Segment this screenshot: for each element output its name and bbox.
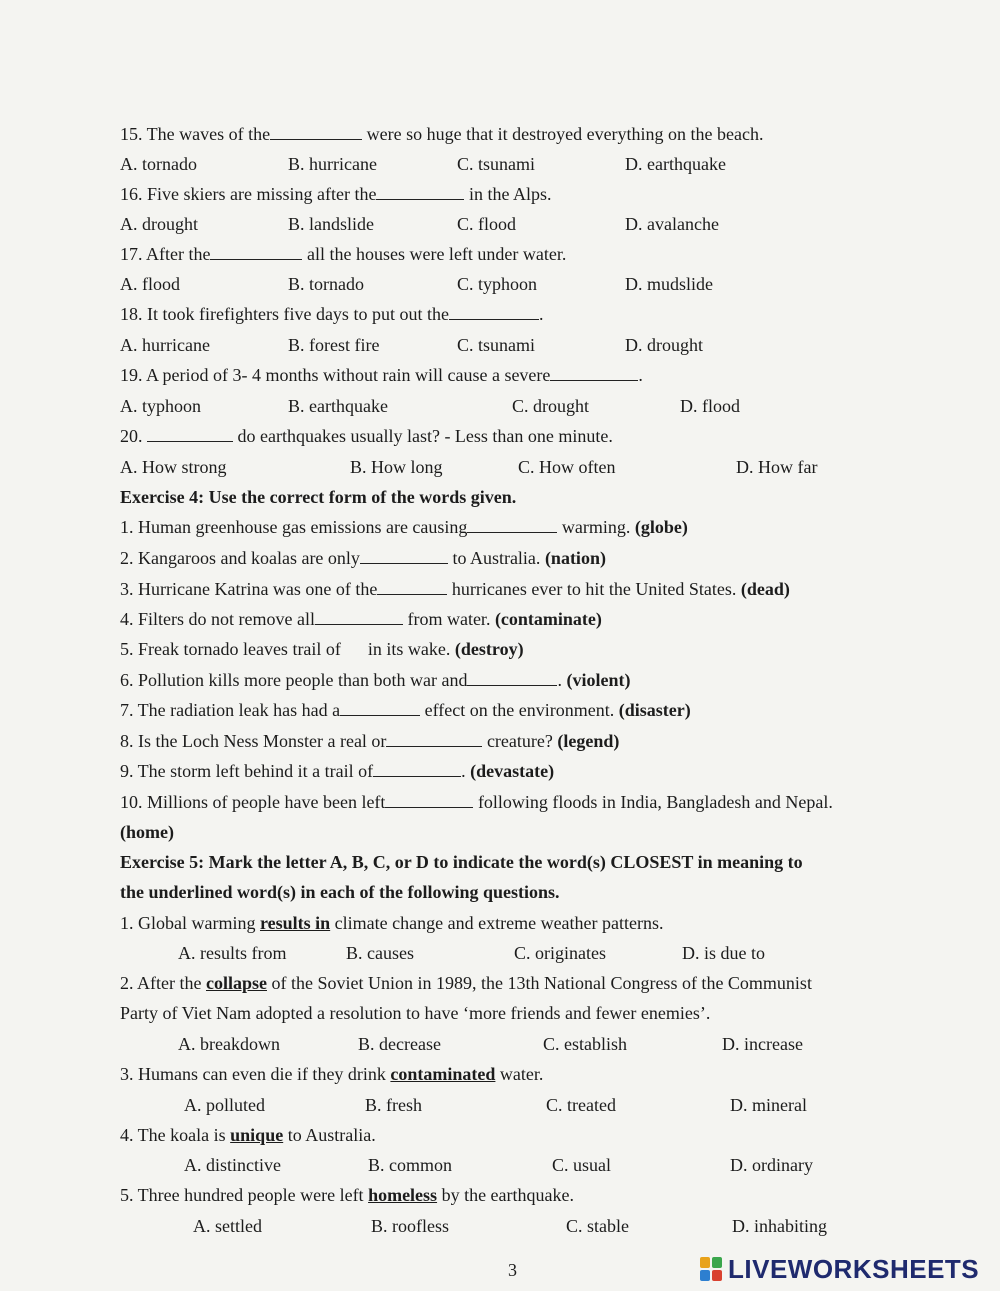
answer-blank[interactable] — [449, 303, 539, 320]
question-text: in the Alps. — [468, 184, 552, 204]
question-20 — [120, 425, 613, 447]
question-19 — [120, 364, 643, 386]
question-text: 4. The koala is — [120, 1125, 226, 1145]
option-b[interactable]: B. hurricane — [288, 154, 377, 174]
option-b[interactable]: B. earthquake — [288, 396, 388, 416]
page-number: 3 — [508, 1260, 517, 1280]
item-text: 5. Freak tornado leaves trail of — [120, 639, 341, 659]
exercise-5-title: Exercise 5: Mark the letter A, B, C, or D to indicate the word(s) CLOSEST in meaning to — [120, 852, 803, 872]
question-text: . — [538, 304, 544, 324]
root-word: (contaminate) — [494, 609, 602, 629]
item-text: hurricanes ever to hit the United States. — [451, 579, 737, 599]
underlined-word: contaminated — [390, 1064, 496, 1084]
option-b[interactable]: B. fresh — [365, 1095, 422, 1115]
item-text: effect on the environment. — [424, 700, 615, 720]
option-a[interactable]: A. results from — [178, 943, 287, 963]
answer-blank[interactable] — [385, 791, 473, 808]
ex5-question-2 — [120, 972, 812, 994]
question-15 — [120, 123, 764, 145]
question-18 — [120, 303, 543, 325]
answer-blank[interactable] — [315, 608, 403, 625]
option-d[interactable]: D. increase — [722, 1034, 803, 1054]
option-a[interactable]: A. breakdown — [178, 1034, 280, 1054]
ex5-question-2-cont: Party of Viet Nam adopted a resolution to have ‘more friends and fewer enemies’. — [120, 1003, 711, 1023]
underlined-word: results in — [259, 913, 331, 933]
ex4-item-4 — [120, 608, 602, 630]
ex5-question-3 — [120, 1063, 543, 1085]
option-b[interactable]: B. decrease — [358, 1034, 441, 1054]
ex5-question-4 — [120, 1124, 376, 1146]
answer-blank[interactable] — [210, 243, 302, 260]
ex4-item-1 — [120, 516, 688, 538]
option-a[interactable]: A. tornado — [120, 154, 197, 174]
item-text: creature? — [486, 731, 553, 751]
question-text: 16. Five skiers are missing after the — [120, 184, 377, 204]
question-text: 15. The waves of the — [120, 124, 271, 144]
option-c[interactable]: C. stable — [566, 1216, 629, 1236]
ex5-question-5 — [120, 1184, 574, 1206]
item-text: following floods in India, Bangladesh and Nepal. — [477, 792, 833, 812]
ex4-item-7 — [120, 699, 691, 721]
option-d[interactable]: D. is due to — [682, 943, 765, 963]
item-text: in its wake. — [367, 639, 451, 659]
item-text: 8. Is the Loch Ness Monster a real or — [120, 731, 387, 751]
option-c[interactable]: C. typhoon — [457, 274, 538, 294]
item-text: 4. Filters do not remove all — [120, 609, 315, 629]
item-text: 10. Millions of people have been left — [120, 792, 386, 812]
ex4-item-10 — [120, 791, 833, 813]
option-d[interactable]: D. mineral — [730, 1095, 807, 1115]
answer-blank[interactable] — [345, 638, 363, 655]
ex4-item-2 — [120, 547, 606, 569]
question-text: water. — [499, 1064, 544, 1084]
option-a[interactable]: A. hurricane — [120, 335, 210, 355]
answer-blank[interactable] — [376, 183, 464, 200]
ex4-item-3 — [120, 578, 790, 600]
option-d[interactable]: D. flood — [680, 396, 740, 416]
answer-blank[interactable] — [340, 699, 420, 716]
question-text: were so huge that it destroyed everything on the beach. — [366, 124, 764, 144]
option-a[interactable]: A. distinctive — [184, 1155, 281, 1175]
answer-blank[interactable] — [550, 364, 638, 381]
option-b[interactable]: B. landslide — [288, 214, 374, 234]
root-word: (devastate) — [470, 761, 555, 781]
ex4-item-5 — [120, 638, 524, 660]
option-c[interactable]: C. How often — [518, 457, 616, 477]
root-word: (destroy) — [454, 639, 524, 659]
item-text: 2. Kangaroos and koalas are only — [120, 548, 360, 568]
question-text: to Australia. — [287, 1125, 376, 1145]
question-text: all the houses were left under water. — [306, 244, 567, 264]
option-d[interactable]: D. earthquake — [625, 154, 726, 174]
question-text: 3. Humans can even die if they drink — [120, 1064, 386, 1084]
answer-blank[interactable] — [373, 760, 461, 777]
option-d[interactable]: D. drought — [625, 335, 703, 355]
underlined-word: collapse — [205, 973, 267, 993]
option-b[interactable]: B. causes — [346, 943, 414, 963]
answer-blank[interactable] — [270, 123, 362, 140]
answer-blank[interactable] — [386, 730, 482, 747]
question-17 — [120, 243, 566, 265]
ex4-item-6 — [120, 669, 630, 691]
question-text: 5. Three hundred people were left — [120, 1185, 364, 1205]
exercise-4-title: Exercise 4: Use the correct form of the words given. — [120, 487, 517, 507]
answer-blank[interactable] — [360, 547, 448, 564]
question-text: 18. It took firefighters five days to put out the — [120, 304, 449, 324]
root-word: (violent) — [566, 670, 631, 690]
option-c[interactable]: C. usual — [552, 1155, 612, 1175]
question-text: . — [638, 365, 643, 385]
option-a[interactable]: A. drought — [120, 214, 198, 234]
option-c[interactable]: C. originates — [514, 943, 606, 963]
item-text: from water. — [407, 609, 491, 629]
item-text: . — [461, 761, 466, 781]
option-a[interactable]: A. How strong — [120, 457, 227, 477]
question-text: 1. Global warming — [120, 913, 256, 933]
underlined-word: unique — [230, 1125, 284, 1145]
logo-icon — [700, 1257, 722, 1281]
item-text: to Australia. — [452, 548, 541, 568]
item-text: 1. Human greenhouse gas emissions are causing — [120, 517, 468, 537]
question-text: do earthquakes usually last? - Less than one minute. — [237, 426, 613, 446]
question-text: 20. — [120, 426, 143, 446]
answer-blank[interactable] — [147, 425, 233, 442]
option-d[interactable]: D. avalanche — [625, 214, 719, 234]
option-a[interactable]: A. polluted — [184, 1095, 265, 1115]
brand-name: LIVEWORKSHEETS — [728, 1253, 980, 1284]
answer-blank[interactable] — [377, 578, 447, 595]
root-word: (legend) — [557, 731, 620, 751]
item-text: . — [557, 670, 562, 690]
question-text: 17. After the — [120, 244, 211, 264]
ex5-question-1 — [120, 912, 664, 934]
question-text: of the Soviet Union in 1989, the 13th National Congress of the Communist — [271, 973, 812, 993]
question-text: 19. A period of 3- 4 months without rain will cause a severe — [120, 365, 551, 385]
option-b[interactable]: B. tornado — [288, 274, 364, 294]
option-c[interactable]: C. treated — [546, 1095, 616, 1115]
root-word: (nation) — [544, 548, 606, 568]
option-b[interactable]: B. How long — [350, 457, 443, 477]
option-b[interactable]: B. roofless — [371, 1216, 449, 1236]
root-word: (home) — [120, 822, 174, 842]
option-c[interactable]: C. flood — [457, 214, 517, 234]
option-d[interactable]: D. mudslide — [625, 274, 713, 294]
option-d[interactable]: D. ordinary — [730, 1155, 813, 1175]
underlined-word: homeless — [368, 1185, 438, 1205]
item-text: 6. Pollution kills more people than both war and — [120, 670, 468, 690]
option-c[interactable]: C. drought — [512, 396, 590, 416]
item-text: 7. The radiation leak has had a — [120, 700, 341, 720]
question-text: by the earthquake. — [441, 1185, 575, 1205]
root-word: (disaster) — [618, 700, 691, 720]
answer-blank[interactable] — [467, 669, 557, 686]
item-text: warming. — [561, 517, 631, 537]
exercise-5-subtitle: the underlined word(s) in each of the following questions. — [120, 882, 560, 902]
option-c[interactable]: C. establish — [543, 1034, 627, 1054]
question-text: climate change and extreme weather patterns. — [334, 913, 664, 933]
root-word: (globe) — [634, 517, 688, 537]
liveworksheets-logo — [700, 1254, 979, 1284]
option-b[interactable]: B. forest fire — [288, 335, 380, 355]
option-c[interactable]: C. tsunami — [457, 335, 536, 355]
answer-blank[interactable] — [467, 516, 557, 533]
option-c[interactable]: C. tsunami — [457, 154, 536, 174]
root-word: (dead) — [740, 579, 790, 599]
option-a[interactable]: A. typhoon — [120, 396, 201, 416]
ex4-item-9 — [120, 760, 554, 782]
option-a[interactable]: A. settled — [193, 1216, 262, 1236]
option-b[interactable]: B. common — [368, 1155, 452, 1175]
item-text: 9. The storm left behind it a trail of — [120, 761, 374, 781]
question-text: 2. After the — [120, 973, 202, 993]
question-16 — [120, 183, 551, 205]
option-d[interactable]: D. How far — [736, 457, 818, 477]
item-text: 3. Hurricane Katrina was one of the — [120, 579, 378, 599]
ex4-item-8 — [120, 730, 619, 752]
option-d[interactable]: D. inhabiting — [732, 1216, 827, 1236]
option-a[interactable]: A. flood — [120, 274, 180, 294]
